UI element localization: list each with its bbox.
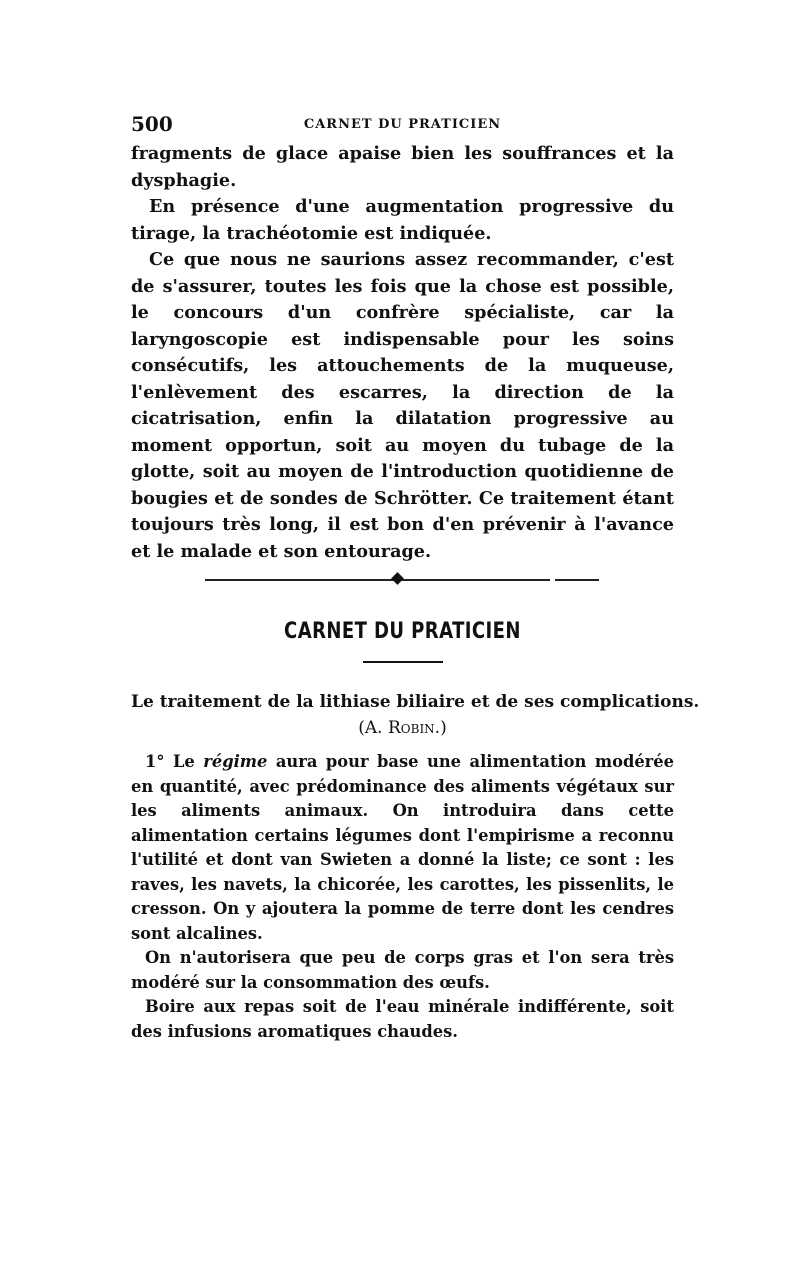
section-title: CARNET DU PRATICIEN bbox=[284, 619, 521, 644]
paragraph: fragments de glace apaise bien les souffrances et la dysphagie. bbox=[131, 143, 674, 191]
section-divider bbox=[131, 570, 674, 590]
paragraph-prefix: 1° Le bbox=[145, 752, 204, 771]
paragraph: En présence d'une augmentation progressive du tirage, la trachéotomie est indiquée. bbox=[131, 196, 674, 244]
italic-term: régime bbox=[203, 752, 268, 771]
paragraph: Ce que nous ne saurions assez recommander, c'est de s'assurer, toutes les fois que la chose est possible, le concours d'un confrère spécialiste, car la laryngoscopie est indispensable pour les soins consécutifs, les attouchements de la muqueuse, l'enlèvement des escarres, la direction de la cicatrisation, enfin la dilatation progressive au moment opportun, soit au moyen du tubage de la glotte, soit au moyen de l'introduction quotidienne de bougies et de sondes de Schrötter. Ce traitement étant toujours très long, il est bon d'en prévenir à l'avance et le malade et son entourage. bbox=[131, 249, 674, 562]
paragraph: Boire aux repas soit de l'eau minérale indifférente, soit des infusions aromatiques chaudes. bbox=[131, 997, 674, 1041]
page-content bbox=[131, 112, 700, 1044]
article-title: Le traitement de la lithiase biliaire et de ses complications. bbox=[131, 692, 700, 712]
running-title: CARNET DU PRATICIEN bbox=[303, 117, 502, 132]
paragraph bbox=[131, 750, 674, 946]
paragraph-rest: aura pour base une alimentation modérée en quantité, avec prédominance des aliments végétaux sur les aliments animaux. On introduira dans cette alimentation certains légumes dont l'empirisme a reconnu l'utilité et dont van Swieten a donné la liste; ce sont : les raves, les navets, la chicorée, les carottes, les pissenlits, le cresson. On y ajoutera la pomme de terre dont les cendres sont alcalines. bbox=[131, 752, 674, 943]
divider-line-short bbox=[555, 579, 599, 581]
article-body bbox=[131, 750, 674, 1044]
continued-text bbox=[131, 141, 674, 565]
paragraph: On n'autorisera que peu de corps gras et l'on sera très modéré sur la consommation des œufs. bbox=[131, 948, 674, 992]
article-author: (A. Robin.) bbox=[358, 718, 447, 738]
title-rule bbox=[363, 661, 443, 663]
divider-line bbox=[205, 579, 550, 581]
running-head bbox=[131, 112, 674, 142]
divider-diamond bbox=[391, 572, 404, 585]
page-number: 500 bbox=[131, 112, 173, 136]
